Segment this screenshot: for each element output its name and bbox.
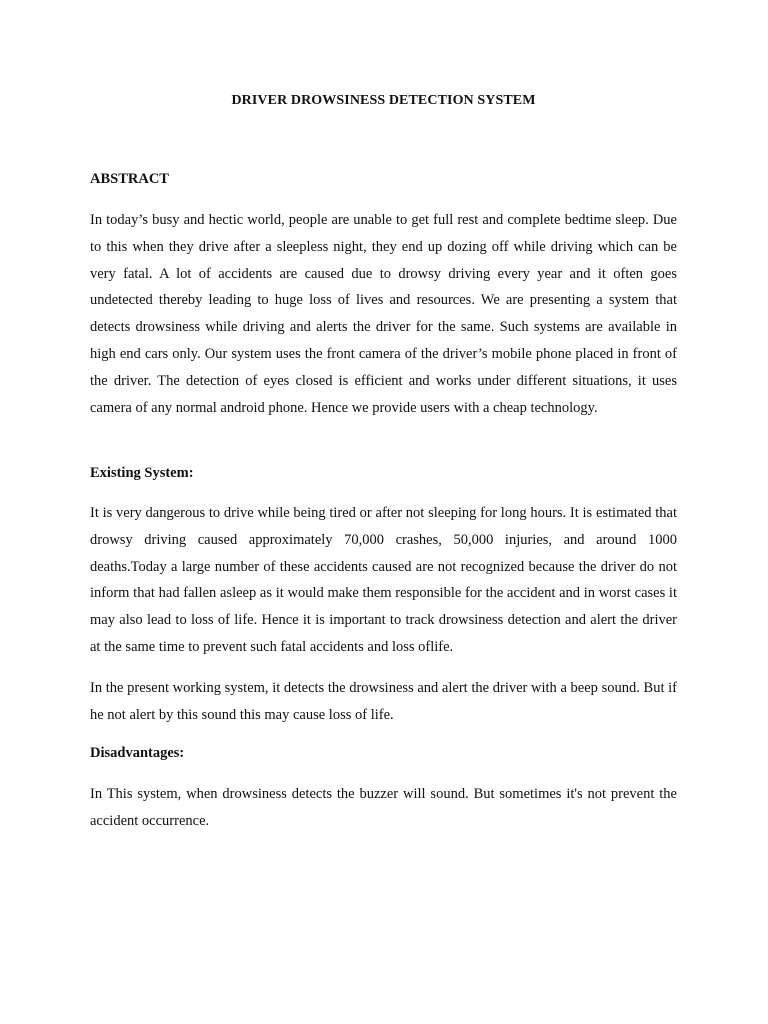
disadvantages-paragraph: In This system, when drowsiness detects the buzzer will sound. But sometimes it's not prevent the accident occurrence. — [90, 786, 677, 829]
existing-system-paragraph: In the present working system, it detects the drowsiness and alert the driver with a beep sound. But if he not alert by this sound this may cause loss of life. — [90, 680, 677, 723]
existing-system-heading: Existing System: — [90, 465, 194, 481]
abstract-paragraph: In today’s busy and hectic world, people are unable to get full rest and complete bedtime sleep. Due to this when they drive after a sleepless night, they end up dozing off while driving which can be very fatal. A lot of accidents are caused due to drowsy driving every year and it often goes undetected thereby leading to huge loss of lives and resources. We are presenting a system that detects drowsiness while driving and alerts the driver for the same. Such systems are available in high end cars only. Our system uses the front camera of the driver’s mobile phone placed in front of the driver. The detection of eyes closed is efficient and works under different situations, it uses camera of any normal android phone. Hence we provide users with a cheap technology. — [90, 212, 677, 416]
disadvantages-heading: Disadvantages: — [90, 745, 185, 761]
document-title: DRIVER DROWSINESS DETECTION SYSTEM — [231, 93, 536, 108]
existing-system-paragraph: It is very dangerous to drive while being tired or after not sleeping for long hours. It is estimated that drowsy driving caused approximately 70,000 crashes, 50,000 injuries, and around 1000 deaths.Today a large number of these accidents caused are not recognized because the driver do not inform that had fallen asleep as it would make them responsible for the accident and in worst cases it may also lead to loss of life. Hence it is important to track drowsiness detection and alert the driver at the same time to prevent such fatal accidents and loss oflife. — [90, 505, 677, 655]
abstract-heading: ABSTRACT — [90, 171, 169, 187]
